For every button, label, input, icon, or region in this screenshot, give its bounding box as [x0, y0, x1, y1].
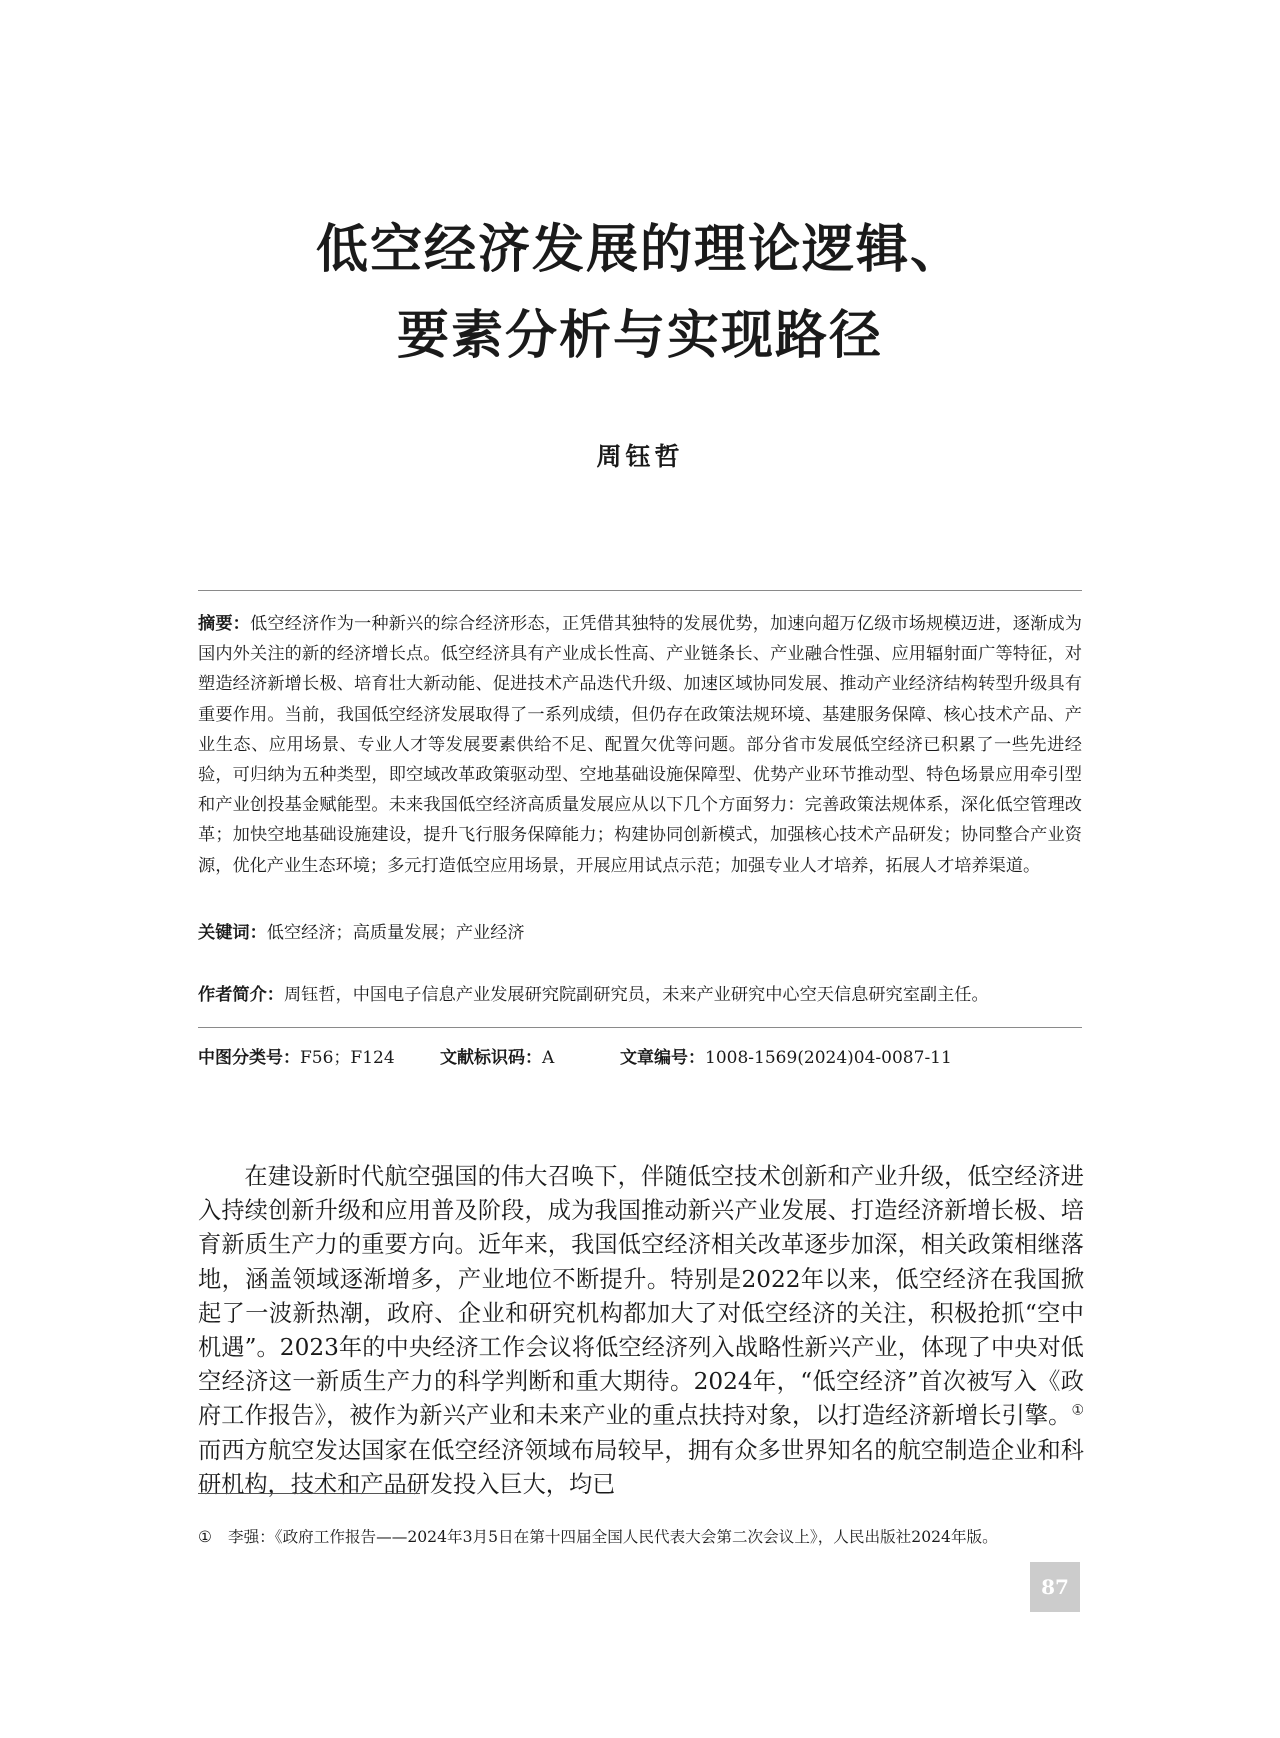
article-number-label: 文章编号：: [620, 1048, 705, 1068]
author-bio-text: 周钰哲，中国电子信息产业发展研究院副研究员，未来产业研究中心空天信息研究室副主任。: [283, 985, 989, 1005]
page-number: 87: [1030, 1562, 1080, 1612]
author-name: 周钰哲: [596, 442, 684, 471]
footnote-text: 李强：《政府工作报告——2024年3月5日在第十四届全国人民代表大会第二次会议上》，人民出版社2024年版。: [228, 1528, 998, 1546]
abstract-label: 摘要：: [198, 614, 251, 634]
footnote-mark: ①: [198, 1528, 212, 1546]
document-code-value: A: [542, 1048, 555, 1068]
author-bio: [198, 980, 1082, 1010]
footnote-reference[interactable]: ①: [1071, 1402, 1084, 1419]
keywords-text: 低空经济；高质量发展；产业经济: [266, 923, 525, 943]
document-code-label: 文献标识码：: [440, 1048, 542, 1068]
article-number: [620, 1043, 952, 1073]
clc-number: [198, 1043, 395, 1073]
abstract: [198, 609, 1082, 881]
document-code: [440, 1043, 554, 1073]
article-number-value: 1008-1569(2024)04-0087-11: [705, 1048, 952, 1068]
footnote-separator: [198, 1493, 420, 1494]
clc-value: F56；F124: [300, 1048, 395, 1068]
body-text-part-1: 在建设新时代航空强国的伟大召唤下，伴随低空技术创新和产业升级，低空经济进入持续创新升级和应用普及阶段，成为我国推动新兴产业发展、打造经济新增长极、培育新质生产力的重要方向。近年来，我国低空经济相关改革逐步加深，相关政策相继落地，涵盖领域逐渐增多，产业地位不断提升。特别是2022年以来，低空经济在我国掀起了一波新热潮，政府、企业和研究机构都加大了对低空经济的关注，积极抢抓“空中机遇”。2023年的中央经济工作会议将低空经济列入战略性新兴产业，体现了中央对低空经济这一新质生产力的科学判断和重大期待。2024年，“低空经济”首次被写入《政府工作报告》，被作为新兴产业和未来产业的重点扶持对象，以打造经济新增长引擎。: [198, 1163, 1084, 1430]
abstract-top-rule: [198, 590, 1082, 591]
keywords: [198, 918, 1082, 948]
abstract-text: 低空经济作为一种新兴的综合经济形态，正凭借其独特的发展优势，加速向超万亿级市场规模迈进，逐渐成为国内外关注的新的经济增长点。低空经济具有产业成长性高、产业链条长、产业融合性强、应用辐射面广等特征，对塑造经济新增长极、培育壮大新动能、促进技术产品迭代升级、加速区域协同发展、推动产业经济结构转型升级具有重要作用。当前，我国低空经济发展取得了一系列成绩，但仍存在政策法规环境、基建服务保障、核心技术产品、产业生态、应用场景、专业人才等发展要素供给不足、配置欠优等问题。部分省市发展低空经济已积累了一些先进经验，可归纳为五种类型，即空域改革政策驱动型、空地基础设施保障型、优势产业环节推动型、特色场景应用牵引型和产业创投基金赋能型。未来我国低空经济高质量发展应从以下几个方面努力：完善政策法规体系，深化低空管理改革；加快空地基础设施建设，提升飞行服务保障能力；构建协同创新模式，加强核心技术产品研发；协同整合产业资源，优化产业生态环境；多元打造低空应用场景，开展应用试点示范；加强专业人才培养，拓展人才培养渠道。: [198, 614, 1082, 876]
body-text-part-2: 而西方航空发达国家在低空经济领域布局较早，拥有众多世界知名的航空制造企业和科研机构，技术和产品研发投入巨大，均已: [198, 1436, 1084, 1498]
author-bio-label: 作者简介：: [198, 985, 284, 1005]
title-line-2: 要素分析与实现路径: [396, 306, 883, 366]
title-line-1: 低空经济发展的理论逻辑、: [315, 220, 964, 280]
classification-top-rule: [198, 1027, 1082, 1028]
clc-label: 中图分类号：: [198, 1048, 300, 1068]
footnote: [198, 1526, 1088, 1548]
body-paragraph: [198, 1160, 1084, 1502]
keywords-label: 关键词：: [198, 923, 267, 943]
